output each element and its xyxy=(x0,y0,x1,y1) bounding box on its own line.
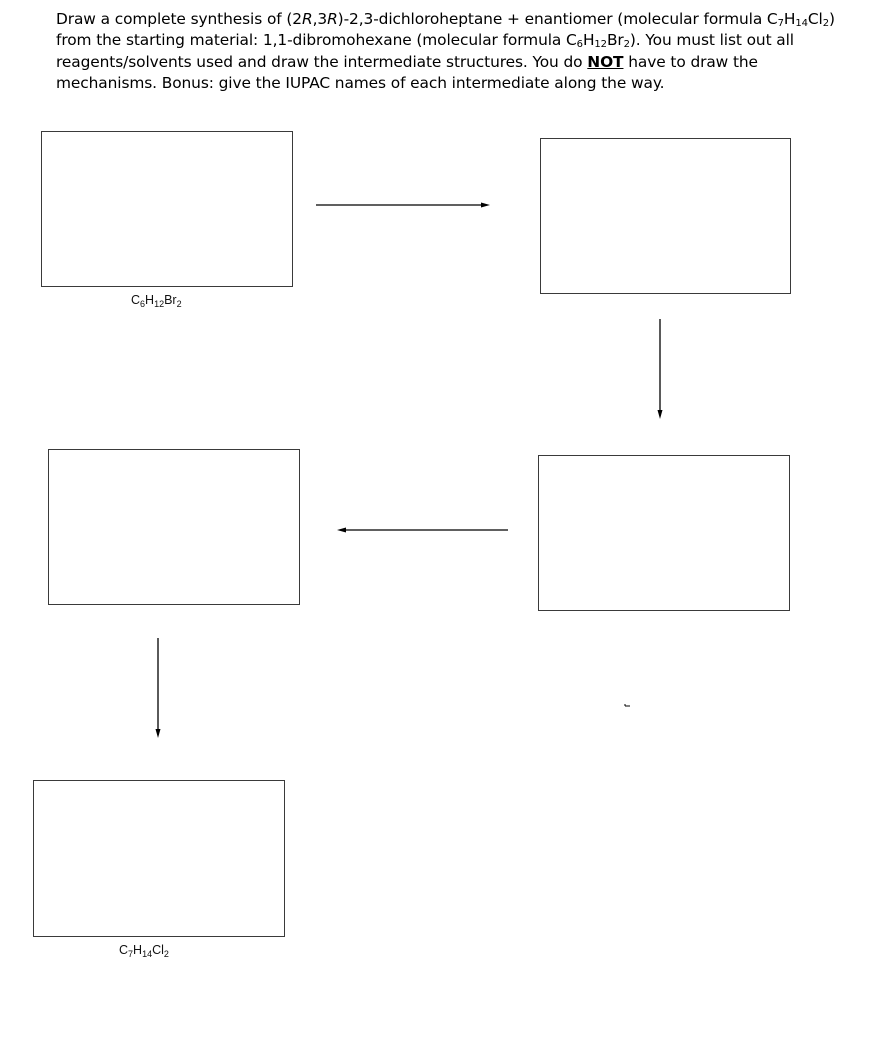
arrow-down-left[interactable] xyxy=(156,638,161,738)
arrow-left[interactable] xyxy=(337,528,508,533)
starting-material-formula: $C_6H_{12}Br_2$ xyxy=(131,293,182,309)
stray-mark xyxy=(625,704,630,706)
arrow-right[interactable] xyxy=(316,203,490,208)
not-emphasis: NOT xyxy=(587,52,624,71)
question-prompt: Draw a complete synthesis of (2R,3R)-2,3-dichloroheptane + enantiomer (molecular formula $C_7H_{14}Cl_2$) from the starting material: 1,1-dibromohexane (molecular formula $C_6H_{12}Br_2$). You must list out all reagents/solvents used and draw the intermediate structures. You do NOT have to draw the mechanisms. Bonus: give the IUPAC names of each intermediate along the way. xyxy=(56,10,835,93)
arrow-down-right[interactable] xyxy=(658,319,663,419)
product-formula: $C_7H_{14}Cl_2$ xyxy=(119,943,169,959)
